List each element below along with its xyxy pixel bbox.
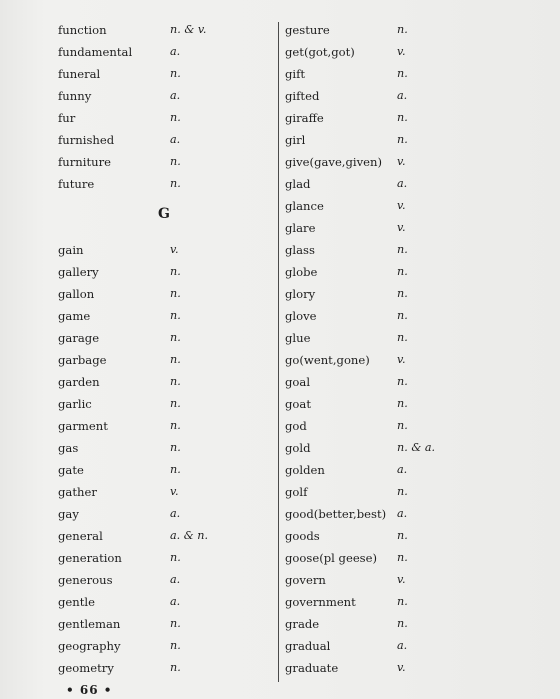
entry-row (285, 107, 485, 129)
entry-part-of-speech: n. (397, 243, 408, 256)
entry-word: gentle (58, 595, 95, 609)
entry-row (58, 19, 268, 41)
entry-part-of-speech: n. (397, 287, 408, 300)
entry-part-of-speech: n. (397, 375, 408, 388)
entry-row (58, 371, 268, 393)
entry-row (58, 239, 268, 261)
entry-row (285, 415, 485, 437)
entry-word: glove (285, 309, 317, 323)
entry-part-of-speech: n. (170, 265, 181, 278)
entry-word: gift (285, 67, 306, 81)
entry-word: grade (285, 617, 320, 631)
entry-row (285, 503, 485, 525)
entry-word: gentleman (58, 617, 121, 631)
entry-row (58, 569, 268, 591)
entry-part-of-speech: n. & v. (170, 23, 207, 36)
entry-word: funny (58, 89, 92, 103)
entry-row (285, 635, 485, 657)
entry-part-of-speech: a. (170, 133, 181, 146)
entry-row (58, 85, 268, 107)
entry-part-of-speech: a. & n. (170, 529, 209, 542)
entry-word: globe (285, 265, 318, 279)
entry-row (285, 371, 485, 393)
entry-part-of-speech: n. (397, 617, 408, 630)
entry-part-of-speech: n. (397, 23, 408, 36)
entry-word: garage (58, 331, 100, 345)
entry-word: gate (58, 463, 84, 477)
entry-part-of-speech: n. (397, 419, 408, 432)
entry-part-of-speech: n. (170, 639, 181, 652)
entry-row (285, 283, 485, 305)
entry-word: garment (58, 419, 108, 433)
entry-word: gallery (58, 265, 99, 279)
entry-part-of-speech: a. (397, 639, 408, 652)
entry-row (285, 129, 485, 151)
entry-part-of-speech: n. (397, 595, 408, 608)
entry-part-of-speech: n. (397, 529, 408, 542)
entry-part-of-speech: v. (397, 155, 406, 168)
entry-word: government (285, 595, 356, 609)
entry-part-of-speech: n. (170, 287, 181, 300)
entry-word: geometry (58, 661, 114, 675)
entry-part-of-speech: v. (397, 661, 406, 674)
entry-row (58, 415, 268, 437)
entry-row (58, 305, 268, 327)
entry-part-of-speech: n. (170, 617, 181, 630)
entry-word: gallon (58, 287, 95, 301)
entry-word: garbage (58, 353, 107, 367)
entry-word: fundamental (58, 45, 133, 59)
entry-part-of-speech: v. (397, 573, 406, 586)
entry-row (285, 349, 485, 371)
entry-word: furniture (58, 155, 112, 169)
entry-part-of-speech: v. (397, 45, 406, 58)
entry-row (285, 613, 485, 635)
entry-row (285, 19, 485, 41)
entry-word: graduate (285, 661, 339, 675)
entry-part-of-speech: n. (170, 111, 181, 124)
entry-part-of-speech: n. (397, 111, 408, 124)
page-number: • 66 • (66, 683, 113, 697)
entry-part-of-speech: v. (397, 199, 406, 212)
section-letter: G (158, 206, 170, 222)
entry-row (58, 635, 268, 657)
entry-row (285, 239, 485, 261)
entry-part-of-speech: n. (170, 67, 181, 80)
entry-word: go(went,gone) (285, 353, 370, 367)
entry-part-of-speech: n. (170, 375, 181, 388)
entry-part-of-speech: n. (397, 485, 408, 498)
entry-word: gesture (285, 23, 330, 37)
entry-part-of-speech: n. (397, 331, 408, 344)
entry-row (285, 305, 485, 327)
left-entries-top (58, 19, 268, 195)
entry-word: golf (285, 485, 308, 499)
entry-row (58, 151, 268, 173)
entry-word: get(got,got) (285, 45, 355, 59)
entry-row (285, 459, 485, 481)
entry-word: glory (285, 287, 316, 301)
entry-word: geography (58, 639, 121, 653)
entry-part-of-speech: n. (170, 397, 181, 410)
entry-word: general (58, 529, 103, 543)
entry-word: gain (58, 243, 84, 257)
entry-word: glue (285, 331, 311, 345)
entry-word: goose(pl geese) (285, 551, 378, 565)
entry-row (58, 459, 268, 481)
entry-word: generous (58, 573, 113, 587)
entry-part-of-speech: v. (170, 485, 179, 498)
entry-word: function (58, 23, 107, 37)
section-header (58, 195, 268, 239)
left-entries-bottom (58, 239, 268, 679)
entry-row (285, 261, 485, 283)
entry-part-of-speech: a. (170, 45, 181, 58)
entry-row (285, 657, 485, 679)
entry-word: goat (285, 397, 311, 411)
entry-row (58, 63, 268, 85)
entry-word: gold (285, 441, 311, 455)
entry-word: garden (58, 375, 100, 389)
left-column (58, 19, 268, 679)
entry-part-of-speech: a. (170, 595, 181, 608)
entry-part-of-speech: n. (170, 177, 181, 190)
entry-row (285, 569, 485, 591)
entry-row (58, 41, 268, 63)
entry-row (58, 657, 268, 679)
entry-row (58, 437, 268, 459)
entry-row (58, 283, 268, 305)
entry-part-of-speech: a. (397, 507, 408, 520)
entry-row (58, 261, 268, 283)
entry-word: funeral (58, 67, 101, 81)
entry-row (285, 195, 485, 217)
entry-row (58, 107, 268, 129)
entry-row (285, 63, 485, 85)
entry-word: generation (58, 551, 122, 565)
entry-part-of-speech: v. (397, 221, 406, 234)
entry-word: future (58, 177, 95, 191)
entry-part-of-speech: n. (397, 309, 408, 322)
entry-word: god (285, 419, 307, 433)
entry-word: fur (58, 111, 76, 125)
entry-part-of-speech: v. (397, 353, 406, 366)
entry-word: furnished (58, 133, 115, 147)
entry-word: glad (285, 177, 311, 191)
entry-row (285, 85, 485, 107)
entry-part-of-speech: v. (170, 243, 179, 256)
entry-row (285, 393, 485, 415)
entry-word: gifted (285, 89, 320, 103)
entry-row (285, 547, 485, 569)
entry-part-of-speech: n. (397, 397, 408, 410)
entry-part-of-speech: n. (170, 661, 181, 674)
entry-part-of-speech: n. (397, 265, 408, 278)
entry-part-of-speech: n. (397, 551, 408, 564)
entry-part-of-speech: n. (170, 419, 181, 432)
entry-part-of-speech: n. (170, 441, 181, 454)
entry-row (58, 591, 268, 613)
entry-row (58, 349, 268, 371)
entry-row (58, 327, 268, 349)
entry-word: game (58, 309, 91, 323)
entry-row (58, 393, 268, 415)
entry-part-of-speech: n. (397, 133, 408, 146)
entry-row (58, 613, 268, 635)
entry-word: glass (285, 243, 315, 257)
entry-word: gather (58, 485, 97, 499)
entry-row (58, 129, 268, 151)
entry-part-of-speech: a. (170, 89, 181, 102)
entry-word: good(better,best) (285, 507, 387, 521)
entry-row (285, 173, 485, 195)
entry-part-of-speech: n. (170, 463, 181, 476)
entry-word: giraffe (285, 111, 324, 125)
entry-row (58, 481, 268, 503)
entry-row (58, 503, 268, 525)
entry-word: golden (285, 463, 325, 477)
entry-part-of-speech: n. (170, 331, 181, 344)
entry-row (285, 437, 485, 459)
entry-row (285, 481, 485, 503)
entry-word: glance (285, 199, 324, 213)
entry-part-of-speech: a. (397, 89, 408, 102)
entry-part-of-speech: n. (170, 353, 181, 366)
entry-row (285, 327, 485, 349)
entry-word: gradual (285, 639, 331, 653)
entry-word: gas (58, 441, 79, 455)
entry-word: goods (285, 529, 320, 543)
entry-part-of-speech: n. (170, 309, 181, 322)
entry-row (285, 41, 485, 63)
entry-word: goal (285, 375, 311, 389)
entry-word: girl (285, 133, 306, 147)
right-column (285, 19, 485, 679)
entry-word: give(gave,given) (285, 155, 383, 169)
right-entries (285, 19, 485, 679)
entry-part-of-speech: n. (170, 551, 181, 564)
entry-part-of-speech: a. (170, 573, 181, 586)
entry-part-of-speech: a. (397, 463, 408, 476)
entry-row (285, 217, 485, 239)
entry-row (58, 173, 268, 195)
entry-part-of-speech: n. & a. (397, 441, 436, 454)
entry-part-of-speech: n. (170, 155, 181, 168)
entry-word: govern (285, 573, 326, 587)
entry-part-of-speech: n. (397, 67, 408, 80)
entry-row (285, 525, 485, 547)
column-divider (278, 22, 279, 682)
entry-row (58, 547, 268, 569)
entry-row (58, 525, 268, 547)
entry-word: glare (285, 221, 316, 235)
entry-row (285, 151, 485, 173)
entry-part-of-speech: a. (170, 507, 181, 520)
entry-word: gay (58, 507, 79, 521)
entry-word: garlic (58, 397, 92, 411)
entry-part-of-speech: a. (397, 177, 408, 190)
entry-row (285, 591, 485, 613)
